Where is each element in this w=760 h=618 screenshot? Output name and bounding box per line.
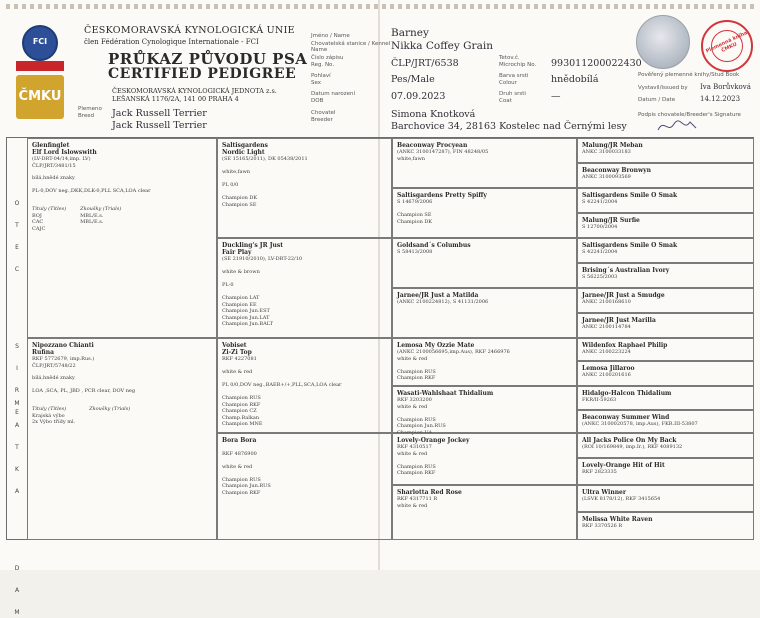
gen4-reg: ANKC 2100168610 <box>582 299 631 305</box>
dob-value: 07.09.2023 <box>391 91 446 102</box>
gen2-line: white,fawn <box>222 169 250 175</box>
gen2-line: Champion LAT <box>222 295 260 301</box>
gen3-name: Goldsand´s Columbus <box>397 242 471 249</box>
title-cz: PRŮKAZ PŮVODU PSA <box>108 50 308 68</box>
sire-reg-2: ČLP/JRT/3481/15 <box>32 162 76 169</box>
gen4-cell <box>577 138 754 163</box>
dam-name-2: Rufina <box>32 349 54 356</box>
dob-label-cz: Datum narození <box>311 91 355 97</box>
gen2-line: Champion EE <box>222 301 257 308</box>
colour-value: hnědobílá <box>551 74 599 85</box>
gen4-reg: RKF 2823335 <box>582 469 617 475</box>
gen3-name: Jarnee/JR Just a Matilda <box>397 292 479 299</box>
gen3-line: (ANKC 2100224812), S 41131/2006 <box>397 299 489 305</box>
gen2-line: RKF 4227081 <box>222 356 257 362</box>
colour-label-cz: Barva srsti <box>499 73 529 79</box>
gen3-line: RKF 4310517 <box>397 444 432 450</box>
gen3-cell <box>392 288 577 338</box>
cmku-fci-logo: FCI ČMKU <box>16 25 64 121</box>
coat-label-en: Coat <box>499 98 512 104</box>
date-label: Datum / Date <box>638 97 676 103</box>
gen3-line: Champion RUS <box>397 368 436 375</box>
gen4-cell <box>577 338 754 361</box>
gen3-line: white & red <box>397 355 428 362</box>
breeder-label-cz: Chovatel <box>311 110 336 116</box>
issued-by: Iva Borůvková <box>700 83 751 91</box>
gen4-name: Hidalgo-Halcon Thidalium <box>582 390 672 397</box>
gen4-cell <box>577 263 754 288</box>
sire-reg: (LV-DRT-04/14,imp. LV) <box>32 156 91 162</box>
gen4-name: Brising´s Australian Ivory <box>582 267 670 274</box>
gen2-name: Vobiset Zi-Zi Top <box>222 342 252 356</box>
gen3-cell <box>392 433 577 485</box>
gen4-reg: (LSVK 8178/12), RKF 3415654 <box>582 496 661 502</box>
dam-reg-2: ČLP/JRT/5748/22 <box>32 362 76 369</box>
gen3-cell <box>392 485 577 540</box>
gen4-reg: (ROI 10/169849, imp.Ir.), RKF 4089132 <box>582 444 683 450</box>
gen4-cell <box>577 163 754 188</box>
coat-label-cz: Druh srsti <box>499 91 526 97</box>
gen4-reg: ANKC 3100093569 <box>582 174 631 180</box>
name-label: Jméno / Name <box>311 33 350 39</box>
sire-cell <box>27 138 217 338</box>
breeder-label-en: Breeder <box>311 117 333 123</box>
breed-value-2: Jack Russell Terrier <box>112 120 207 131</box>
sire-colour: bílá,hnědé znaky <box>32 175 75 181</box>
gen2-line: Champion CZ <box>222 408 257 414</box>
gen3-line: white,fawn <box>397 155 425 162</box>
breeder-name: Simona Knotková <box>391 109 476 120</box>
gen2-name: Bora Bora <box>222 437 257 444</box>
gen2-line: Champion Jun.LAT <box>222 314 270 321</box>
gen4-reg: ANKC 2100114784 <box>582 324 631 330</box>
dob-label-en: DOB <box>311 98 324 104</box>
gen3-cell <box>392 138 577 188</box>
chip-number: 993011200022430 <box>551 58 642 69</box>
gen4-reg: S 42241/2004 <box>582 249 618 255</box>
gen2-line: Champion RUS <box>222 476 261 483</box>
gen3-name: Beaconway Procyean <box>397 142 468 149</box>
gen3-name: Sharlotta Red Rose <box>397 489 462 496</box>
gen3-line: Champion UA <box>397 429 433 436</box>
gen4-cell <box>577 188 754 213</box>
gen2-name: Saltisgardens Nordic Light <box>222 142 268 156</box>
address-line-1: ČESKOMORAVSKÁ KYNOLOGICKÁ JEDNOTA z.s. <box>112 87 277 95</box>
gen3-line: Champion Jun.RUS <box>397 423 446 429</box>
kennel-name: Nikka Coffey Grain <box>391 40 493 52</box>
gen4-reg: ANKC 3100033183 <box>582 149 631 155</box>
gen4-name: Saltisgardens Smile O Smak <box>582 242 678 249</box>
gen2-line: white & brown <box>222 269 260 275</box>
gen4-cell <box>577 458 754 485</box>
gen2-line: RKF 4876900 <box>222 450 257 457</box>
issued-label: Vystavil/Issued by <box>638 85 688 91</box>
hologram-seal <box>636 15 690 69</box>
gen4-cell <box>577 386 754 410</box>
gen3-name: Wasati-Wahlshaat Thidalium <box>397 390 494 397</box>
gen4-reg: S 56225/2003 <box>582 274 618 280</box>
sex-label-en: Sex <box>311 80 322 86</box>
sire-name-1: Glenfinglet <box>32 142 70 149</box>
gen4-name: Malung/JR Surfie <box>582 217 640 224</box>
gen2-name: Duckling's JR Just Fair Play <box>222 242 284 256</box>
gen2-line: Champion Jun.EST <box>222 308 270 314</box>
gen4-cell <box>577 485 754 512</box>
chip-label-en: Microchip No. <box>499 62 537 68</box>
gen3-line: Champion RUS <box>397 416 436 423</box>
org-name: ČESKOMORAVSKÁ KYNOLOGICKÁ UNIE <box>84 25 295 36</box>
gen3-line: Champion DK <box>397 218 433 225</box>
chip-label-cz: Tetov.č. <box>499 55 520 61</box>
title-en: CERTIFIED PEDIGREE <box>108 66 297 82</box>
gen3-line: S 14679/2006 <box>397 199 433 205</box>
colour-label-en: Colour <box>499 80 517 86</box>
gen4-cell <box>577 213 754 238</box>
dam-titles: Krajská výbo 2x Výbo třídy ml. <box>32 412 76 425</box>
gen2-line: Champion RKF <box>222 401 261 408</box>
gen4-cell <box>577 361 754 386</box>
studbook-label: Pověřený plemenné knihy/Stud Book <box>638 72 740 78</box>
gen4-name: Melissa White Raven <box>582 516 653 523</box>
gen3-line: Champion RUS <box>397 463 436 470</box>
gen2-line: Champion DK <box>222 195 258 201</box>
breeder-address: Barchovice 34, 28163 Kostelec nad Černými lesy <box>391 121 627 132</box>
gen4-name: Beaconway Bronwyn <box>582 167 652 174</box>
gen3-name: Lemosa My Ozzie Mate <box>397 342 475 349</box>
signature-label: Podpis chovatele/Breeder's Signature <box>638 112 741 118</box>
coat-value: — <box>551 91 561 102</box>
gen4-cell <box>577 238 754 263</box>
gen2-line: Champion MNE <box>222 421 263 427</box>
gen4-name: Lovely-Orange Hit of Hit <box>582 462 665 469</box>
gen2-line: (SE 15165/2011), DK 05438/2011 <box>222 156 308 162</box>
gen4-cell <box>577 512 754 540</box>
issue-date: 14.12.2023 <box>700 95 741 103</box>
gen2-cell <box>217 238 392 338</box>
gen4-reg: ANKC 2100223224 <box>582 349 631 355</box>
gen4-reg: S 42241/2004 <box>582 199 618 205</box>
gen4-reg: FKR/II-59263 <box>582 397 617 403</box>
gen3-line: white & red <box>397 450 428 457</box>
gen2-line: Champion SE <box>222 201 257 208</box>
gen3-line: (ANKC 2100056695,imp.Aus), RKF 2466976 <box>397 349 510 355</box>
gen3-name: Lovely-Orange Jockey <box>397 437 470 444</box>
gen3-name: Saltisgardens Pretty Spiffy <box>397 192 487 199</box>
sex-label-cz: Pohlaví <box>311 73 331 79</box>
pedigree-table <box>6 137 754 616</box>
dam-side-label: M A T K A D A M <box>14 400 20 616</box>
breed-label-en: Breed <box>78 113 95 119</box>
breed-label-cz: Plemeno <box>78 106 102 112</box>
gen2-line: Champion Jun.RUS <box>222 483 271 489</box>
sex-value: Pes/Male <box>391 74 435 85</box>
sire-side-label: O T E C S I R E <box>14 200 20 416</box>
gen2-line: Champion RKF <box>222 489 261 496</box>
gen4-cell <box>577 288 754 313</box>
gen3-line: white & red <box>397 502 428 509</box>
breed-value-1: Jack Russell Terrier <box>112 108 207 119</box>
gen3-cell <box>392 338 577 386</box>
reg-number: ČLP/JRT/6538 <box>391 58 459 69</box>
gen4-name: Jarnee/JR Just a Smudge <box>582 292 665 299</box>
breeder-signature <box>656 116 700 136</box>
reg-label-en: Reg. No. <box>311 62 335 68</box>
gen2-line: PL-0 <box>222 282 234 288</box>
gen2-line: PL 0/0,DOV neg.,BAER+/+,PLL,SCA,LOA clear <box>222 382 342 388</box>
address-line-2: LEŠANSKÁ 1176/2A, 141 00 PRAHA 4 <box>112 95 239 103</box>
gen2-line: Champion Jun.BALT <box>222 321 273 327</box>
studbook-stamp: Plemenná kniha ČMKU <box>701 20 753 72</box>
sire-titles-label: Tituly (Titles) <box>32 206 67 212</box>
gen4-cell <box>577 410 754 433</box>
gen4-name: Ultra Winner <box>582 489 627 496</box>
dam-titles-label: Tituly (Titles) <box>32 406 67 412</box>
sire-health: PL-0,DOV neg.,DKK,DLK-0,PLL SCA,LOA clear <box>32 187 151 194</box>
gen4-name: All Jacks Police On My Back <box>582 437 677 444</box>
gen2-cell <box>217 338 392 433</box>
dam-exams-label: Zkoušky (Trials) <box>89 406 131 412</box>
gen4-name: Malung/JR Meban <box>582 142 643 149</box>
sire-titles: BOJ CAC CAJC <box>32 212 46 232</box>
gen3-line: Champion RKF <box>397 375 436 381</box>
gen3-line: Champion RKF <box>397 470 436 476</box>
gen4-name: Wildenfox Raphael Philip <box>582 342 668 349</box>
gen3-line: Champion SE <box>397 212 432 218</box>
gen2-cell <box>217 433 392 540</box>
gen3-line: (ANKC 3100147287), FIN 48248/05 <box>397 149 489 155</box>
dam-cell <box>27 338 217 540</box>
gen4-name: Jarnee/JR Just Marilla <box>582 317 656 324</box>
org-subtitle: člen Fédération Cynologique Internationale - FCI <box>84 38 259 46</box>
gen4-reg: S 12700/2004 <box>582 224 618 230</box>
gen2-line: Champion RUS <box>222 395 261 401</box>
dam-reg: RKF 5772679, imp.Rus.) <box>32 356 95 362</box>
gen4-reg: RKF 3370526 R <box>582 523 623 529</box>
gen4-name: Saltisgardens Smile O Smak <box>582 192 678 199</box>
gen4-name: Lemosa Jillaroo <box>582 365 635 372</box>
gen3-cell <box>392 386 577 436</box>
dam-colour: bílá,hnědé znaky <box>32 375 75 381</box>
dog-name: Barney <box>391 27 429 39</box>
gen2-line: Champ.Balkan <box>222 414 260 421</box>
gen4-cell <box>577 433 754 458</box>
sire-exams-label: Zkoušky (Trials) <box>80 206 122 212</box>
decorative-border <box>6 4 754 9</box>
gen2-cell <box>217 138 392 238</box>
gen3-cell <box>392 188 577 238</box>
gen4-name: Beaconway Summer Wind <box>582 414 670 421</box>
sire-exams: MBL/E.s. MBL/E.s. <box>80 212 104 225</box>
gen2-line: white & red <box>222 463 253 470</box>
kennel-label: Chovatelská stanice / Kennel Name <box>311 41 391 53</box>
gen3-line: S 58413/2008 <box>397 249 433 255</box>
gen3-line: RKF 3203200 <box>397 397 432 403</box>
gen3-cell <box>392 238 577 288</box>
gen2-line: white & red <box>222 369 253 375</box>
gen2-line: PL 0/0 <box>222 182 239 188</box>
sire-name-2: Elf Lord Islowswith <box>32 149 97 156</box>
dam-health: LOA ,SCA, PL, JBD , PCR clear, DOV neg <box>32 387 136 394</box>
gen3-line: white & red <box>397 403 428 410</box>
gen3-line: RKF 4317711 R <box>397 496 438 502</box>
gen4-reg: ANKC 2100201616 <box>582 372 631 378</box>
reg-label-cz: Číslo zápisu <box>311 55 344 61</box>
gen2-line: (SE 21910/2010), LV-DRT-22/10 <box>222 256 303 262</box>
gen4-reg: (ANKC 3100020578, imp.Aus), FKR.III-53807 <box>582 421 698 427</box>
gen4-cell <box>577 313 754 338</box>
dam-name-1: Nipozzano Chianti <box>32 342 94 349</box>
